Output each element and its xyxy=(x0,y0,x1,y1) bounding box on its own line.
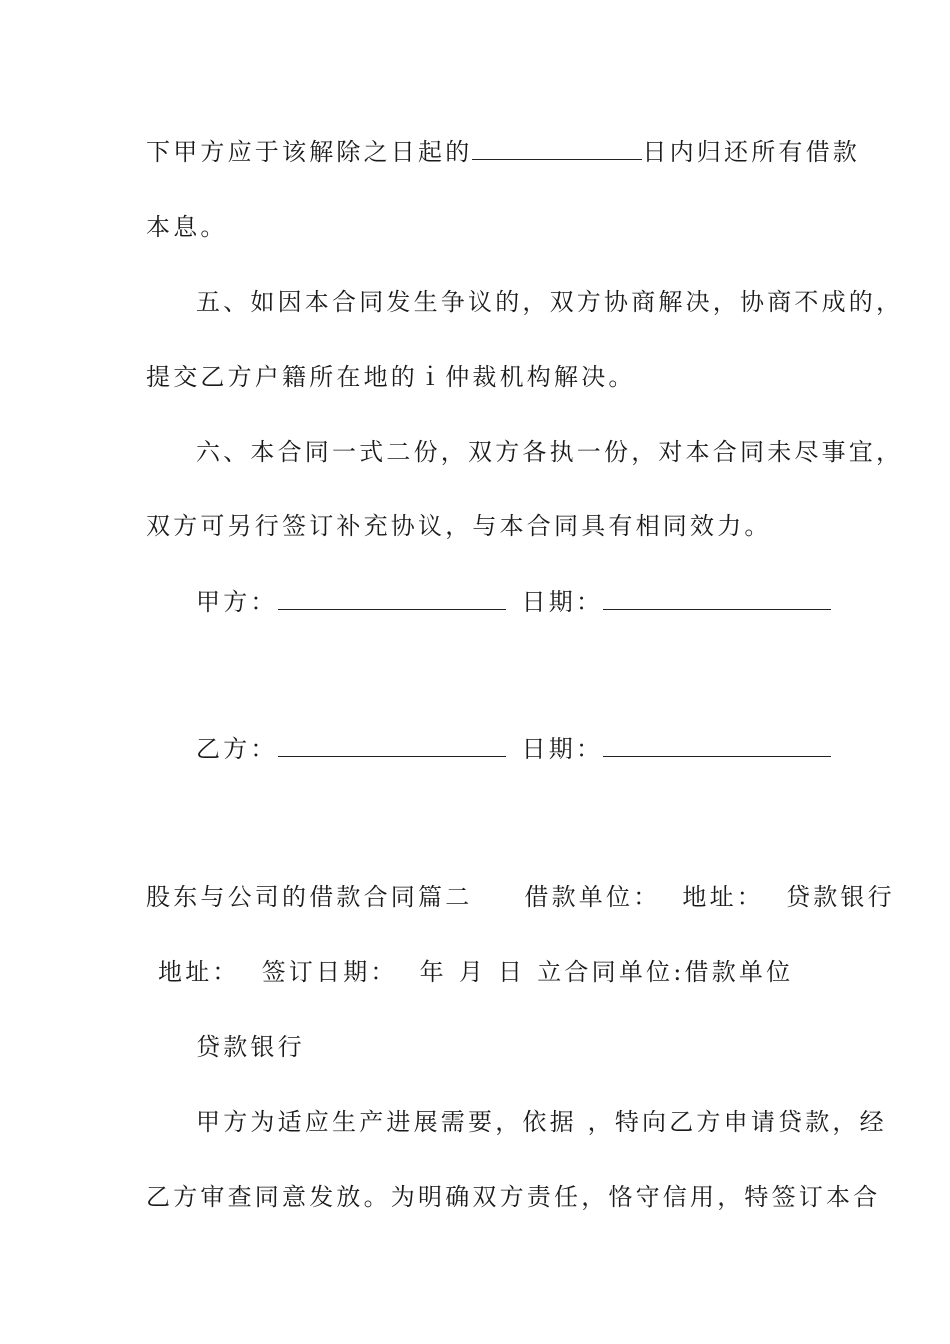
section-2-info-row xyxy=(158,957,793,987)
borrower-label: 借款单位： xyxy=(524,883,661,911)
party-a-signature-blank xyxy=(278,587,506,610)
party-a-label: 甲方： xyxy=(196,588,278,616)
party-b-label: 乙方： xyxy=(196,735,278,763)
section-2-header-row xyxy=(146,882,895,912)
address-label: 地址： xyxy=(682,883,765,911)
section-2-paragraph-line-2: 乙方审查同意发放。为明确双方责任，恪守信用，特签订本合 xyxy=(146,1183,881,1211)
bank-label: 贷款银行 xyxy=(786,883,895,911)
section-2-paragraph-line-1: 甲方为适应生产进展需要，依据 ，特向乙方申请贷款，经 xyxy=(196,1108,887,1136)
days-blank xyxy=(472,137,642,160)
section-2-title: 股东与公司的借款合同篇二 xyxy=(146,883,473,911)
party-b-date-label: 日期： xyxy=(521,735,604,763)
party-a-signature-row xyxy=(196,587,831,617)
contract-parties-label: 立合同单位:借款单位 xyxy=(537,958,794,986)
paragraph-3-line-2: 双方可另行签订补充协议，与本合同具有相同效力。 xyxy=(146,512,772,540)
paragraph-3-line-1: 六、本合同一式二份，双方各执一份，对本合同未尽事宜， xyxy=(196,438,904,466)
party-a-date-label: 日期： xyxy=(521,588,604,616)
year-label: 年 xyxy=(419,958,447,986)
paragraph-1-text-after-blank: 日内归还所有借款 xyxy=(642,138,861,166)
paragraph-2-line-2: 提交乙方户籍所在地的ｉ仲裁机构解决。 xyxy=(146,363,636,391)
paragraph-1-line-1 xyxy=(146,137,860,167)
day-label: 日 xyxy=(498,958,526,986)
paragraph-2-line-1: 五、如因本合同发生争议的，双方协商解决，协商不成的， xyxy=(196,288,904,316)
party-a-date-blank xyxy=(603,587,831,610)
lending-bank-line: 贷款银行 xyxy=(196,1033,305,1061)
party-b-date-blank xyxy=(603,734,831,757)
sign-date-label: 签订日期： xyxy=(261,958,398,986)
paragraph-1-line-2: 本息。 xyxy=(146,213,228,241)
address-2-label: 地址： xyxy=(158,958,240,986)
month-label: 月 xyxy=(458,958,487,986)
paragraph-1-text-before-blank: 下甲方应于该解除之日起的 xyxy=(146,138,473,166)
party-b-signature-blank xyxy=(278,734,506,757)
party-b-signature-row xyxy=(196,734,831,764)
